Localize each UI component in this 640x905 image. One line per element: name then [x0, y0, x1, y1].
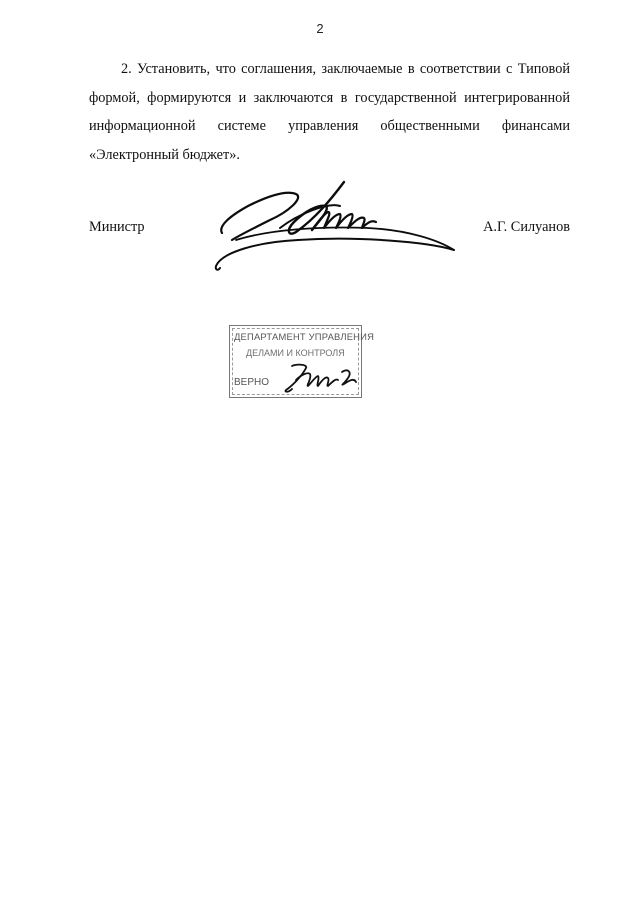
stamp-signature [278, 360, 362, 396]
certification-stamp [229, 325, 375, 398]
signatory-title: Министр [89, 219, 145, 235]
signatory-name: А.Г. Силуанов [483, 219, 570, 235]
stamp-division: ДЕЛАМИ И КОНТРОЛЯ [246, 348, 345, 358]
minister-signature [208, 176, 470, 276]
clause-paragraph: 2. Установить, что соглашения, заключаемые в соответствии с Типовой формой, формируются и заключаются в государственной интегрированной информационной системе управления общественными финансами «Электронный бюджет». [89, 61, 570, 163]
page-number: 2 [316, 21, 324, 36]
stamp-verified: ВЕРНО [234, 377, 270, 388]
stamp-department: ДЕПАРТАМЕНТ УПРАВЛЕНИЯ [234, 331, 375, 342]
